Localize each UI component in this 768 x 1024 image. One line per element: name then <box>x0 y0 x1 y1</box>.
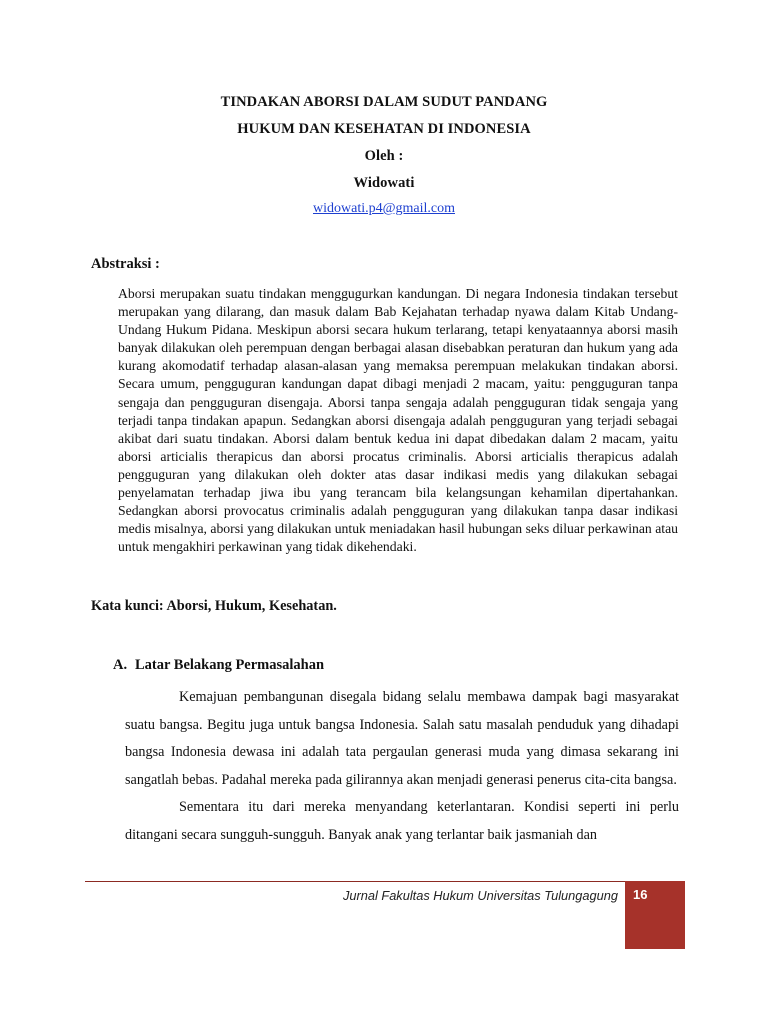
section-label: A. <box>113 657 128 673</box>
page-number: 16 <box>633 887 648 902</box>
by-label: Oleh : <box>364 148 404 164</box>
section-body <box>125 684 679 849</box>
author-email-link[interactable]: widowati.p4@gmail.com <box>313 201 455 216</box>
keywords: Kata kunci: Aborsi, Hukum, Kesehatan. <box>91 598 337 614</box>
footer-journal-name: Jurnal Fakultas Hukum Universitas Tulungagung <box>342 888 618 903</box>
footer-divider <box>85 881 625 882</box>
abstract-text: Aborsi merupakan suatu tindakan menggugurkan kandungan. Di negara Indonesia tindakan tersebut merupakan yang dilarang, dan masuk dalam Bab Kejahatan terhadap nyawa dalam Kitab Undang-Undang Hukum Pidana. Meskipun aborsi secara hukum terlarang, tetapi kenyataannya aborsi masih banyak dilakukan oleh perempuan dengan berbagai alasan disebabkan peraturan dan hukum yang ada kurang akomodatif terhadap alasan-alasan yang memaksa perempuan melakukan tindakan aborsi. Secara umum, pengguguran kandungan dapat dibagi menjadi 2 macam, yaitu: pengguguran tanpa sengaja dan pengguguran disengaja. Aborsi tanpa sengaja adalah pengguguran tidak sengaja yang terjadi tanpa tindakan apapun. Sedangkan aborsi disengaja adalah pengguguran yang terjadi sebagai akibat dari suatu tindakan. Aborsi dalam bentuk kedua ini dapat dibedakan dalam 2 macam, yaitu aborsi articialis therapicus dan aborsi procatus criminalis. Aborsi articialis therapicus adalah pengguguran yang dilakukan oleh dokter atas dasar indikasi medis yang dilakukan sebagai penyelamatan terhadap jiwa ibu yang terancam bila kelangsungan kehamilan dipertahankan. Sedangkan aborsi provocatus criminalis adalah pengguguran yang dilakukan tanpa dasar indikasi medis misalnya, aborsi yang dilakukan untuk meniadakan hasil hubungan seks diluar perkawinan atau untuk mengakhiri perkawinan yang tidak dikehendaki. <box>118 286 678 555</box>
title-line-2: HUKUM DAN KESEHATAN DI INDONESIA <box>237 121 531 137</box>
body-paragraph-1: Kemajuan pembangunan disegala bidang selalu membawa dampak bagi masyarakat suatu bangsa. Begitu juga untuk bangsa Indonesia. Salah satu masalah penduduk yang dihadapi bangsa Indonesia dewasa ini adalah tata pergaulan generasi muda yang dimasa sekarang ini sangatlah bebas. Padahal mereka pada gilirannya akan menjadi generasi penerus cita-cita bangsa. <box>125 689 679 788</box>
section-heading <box>113 656 324 674</box>
author-name: Widowati <box>353 175 415 191</box>
title-line-1: TINDAKAN ABORSI DALAM SUDUT PANDANG <box>220 94 548 110</box>
abstract-heading: Abstraksi : <box>91 256 160 272</box>
section-title: Latar Belakang Permasalahan <box>135 657 325 673</box>
body-paragraph-2: Sementara itu dari mereka menyandang keterlantaran. Kondisi seperti ini perlu ditangani secara sungguh-sungguh. Banyak anak yang terlantar baik jasmaniah dan <box>125 799 679 843</box>
